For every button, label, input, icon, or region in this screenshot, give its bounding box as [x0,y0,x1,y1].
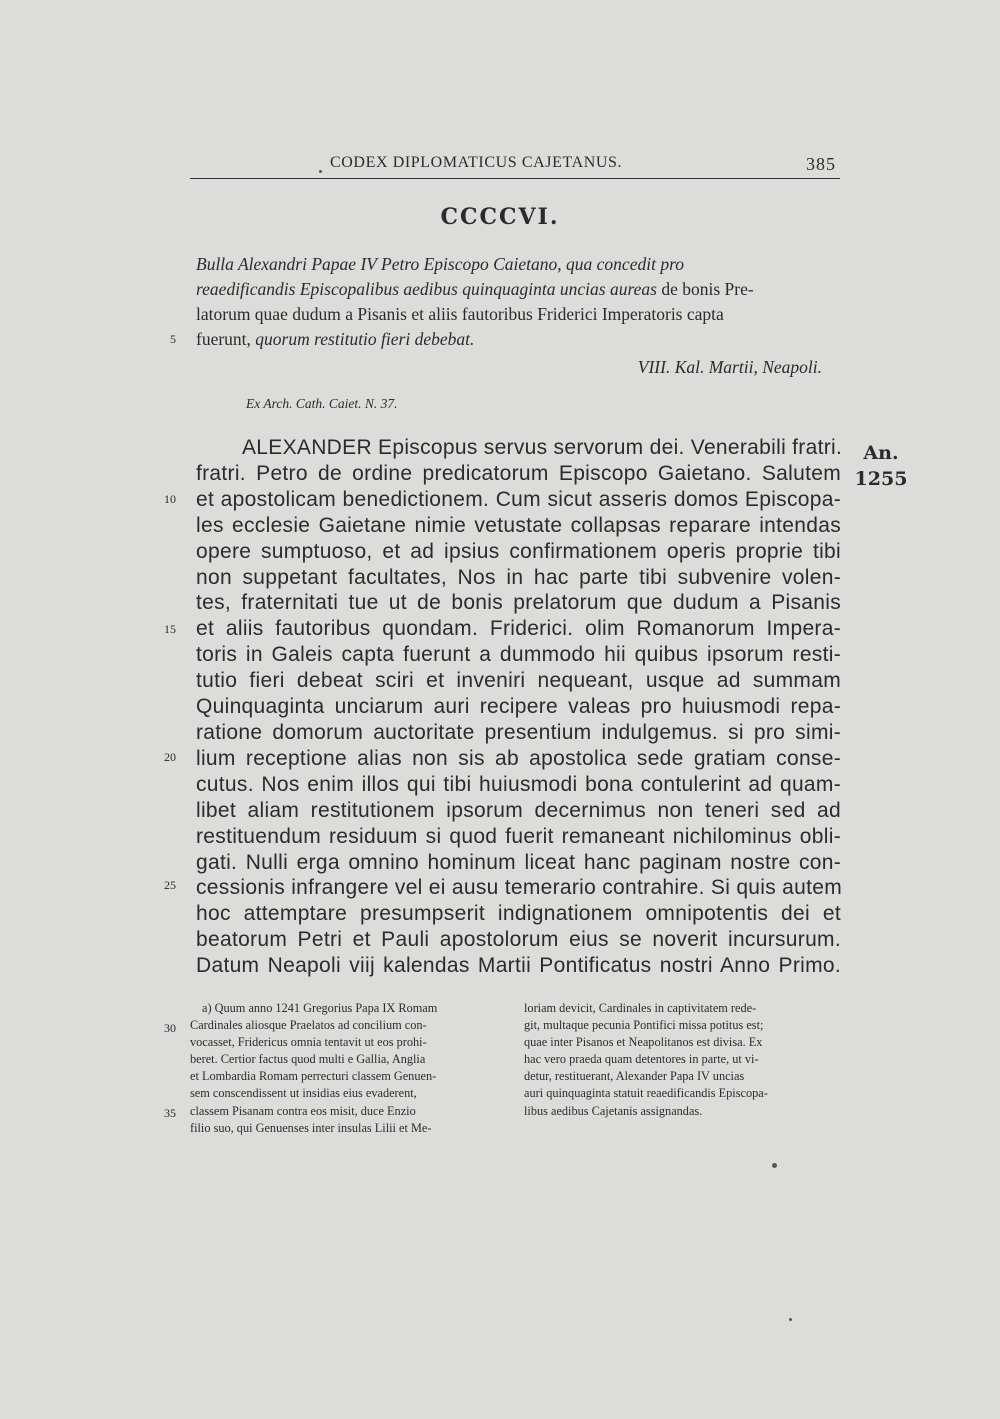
footnote-line: et Lombardia Romam perrecturi classem Genuen- [190,1069,437,1084]
running-head [190,150,840,180]
paper-speck [789,1318,792,1321]
archive-source: Ex Arch. Cath. Caiet. N. 37. [246,396,398,411]
document-summary [196,252,846,352]
line-number: 20 [164,750,176,764]
summary-italic: reaedificandis Episcopalibus aedibus quinquaginta uncias aureas [196,279,657,299]
margin-year [846,440,916,492]
margin-year-label: An. [863,442,899,464]
footnote-line: libus aedibus Cajetanis assignandas. [524,1103,703,1118]
line-number: 25 [164,878,176,892]
footnote-line: loriam devicit, Cardinales in captivitatem rede- [524,1001,757,1015]
footnote-line: auri quinquaginta statuit reaedificandis Episcopa- [524,1086,768,1101]
footnote-line: vocasset, Fridericus omnia tentavit ut eos prohi- [190,1035,427,1050]
text-line: hoc attemptare presumpserit indignationem omnipotentis dei et [196,902,841,926]
text-line: opere sumptuoso, et ad ipsius confirmationem operis proprie tibi [196,539,841,563]
footnote-line: filio suo, qui Genuenses inter insulas Lilii et Me- [190,1120,432,1135]
summary-italic: quorum restitutio fieri debebat. [255,329,475,349]
summary-line [196,327,846,352]
text-line: Datum Neapoli viij kalendas Martii Pontificatus nostri Anno Primo. [196,954,841,978]
line-number: 15 [164,622,176,636]
footnote-line: beret. Certior factus quod multi e Gallia, Anglia [190,1052,426,1067]
text-line: et aliis fautoribus quondam. Friderici. olim Romanorum Impera- [196,617,841,641]
text-line: gati. Nulli erga omnino hominum liceat hanc paginam nostre con- [196,850,841,874]
bull-text [196,435,841,979]
date-line: VIII. Kal. Martii, Neapoli. [637,357,822,377]
summary-line: Bulla Alexandri Papae IV Petro Episcopo Caietano, qua concedit pro [196,254,684,274]
text-line: cutus. Nos enim illos qui tibi huiusmodi bona contulerint ad quam- [196,772,841,796]
summary-line: latorum quae dudum a Pisanis et aliis fautoribus Friderici Imperatoris capta [196,304,724,324]
paper-speck [772,1163,777,1168]
footnote-line: classem Pisanam contra eos misit, duce Enzio [190,1103,416,1118]
text-line: les ecclesie Gaietane nimie vetustate collapsas reparare intendas [196,513,841,537]
footnote-column-left [190,1000,502,1137]
document-number: CCCCVI. [440,204,560,230]
line-number: 5 [170,332,176,346]
footnote-line: git, multaque pecunia Pontifici missa potitus est; [524,1018,764,1033]
line-number: 10 [164,492,176,506]
text-line: tutio fieri debeat sciri et inveniri nequeant, usque ad summam [196,669,841,693]
text-line: libet aliam restitutionem ipsorum decernimus non teneri sed ad [196,798,841,822]
text-line: tes, fraternitati tue ut de bonis prelatorum que dudum a Pisanis [196,591,841,615]
summary-line [196,277,846,302]
footnote-line: Cardinales aliosque Praelatos ad concilium con- [190,1018,427,1033]
text-line: lium receptione alias non sis ab apostolica sede gratiam conse- [196,746,841,770]
footnote-line: hac vero praeda quam detentores in parte, ut vi- [524,1052,759,1067]
footnote-line: a) Quum anno 1241 Gregorius Papa IX Romam [202,1001,438,1015]
text-line: et apostolicam benedictionem. Cum sicut asseris domos Episcopa- [196,487,841,511]
text-line: cessionis infrangere vel ei ausu temerario contrahire. Si quis autem [196,876,843,900]
footnote-column-right [524,1000,836,1120]
summary-roman: fuerunt, [196,329,256,349]
text-line: beatorum Petri et Pauli apostolorum eius se noverit incursurum. [196,928,841,952]
paper-speck [319,170,322,173]
text-line: fratri. Petro de ordine predicatorum Episcopo Gaietano. Salutem [196,461,841,485]
text-line: toris in Galeis capta fuerunt a dummodo hii quibus ipsorum resti- [196,643,841,667]
margin-year-value: 1255 [854,468,908,490]
footnote-line: sem conscendissent ut insidias eius evaderent, [190,1086,417,1101]
text-line: ALEXANDER Episcopus servus servorum dei. Venerabili fratri. [242,436,843,459]
header-rule [190,178,840,179]
text-line: ratione domorum auctoritate presentium indulgemus. si pro simi- [196,720,841,744]
text-line: restituendum residuum si quod fuerit remaneant nichilominus obli- [196,824,841,848]
text-line: non suppetant facultates, Nos in hac parte tibi subvenire volen- [196,565,841,589]
line-number: 35 [164,1106,176,1120]
footnote-line: quae inter Pisanos et Neapolitanos est divisa. Ex [524,1035,763,1050]
footnote-line: detur, restituerant, Alexander Papa IV uncias [524,1069,745,1084]
running-head-title: CODEX DIPLOMATICUS CAJETANUS. [330,154,623,171]
text-line: Quinquaginta unciarum auri recipere valeas pro huiusmodi repa- [196,695,841,719]
summary-roman: de bonis Pre- [656,279,754,299]
page-number: 385 [806,154,836,174]
line-number: 30 [164,1021,176,1035]
